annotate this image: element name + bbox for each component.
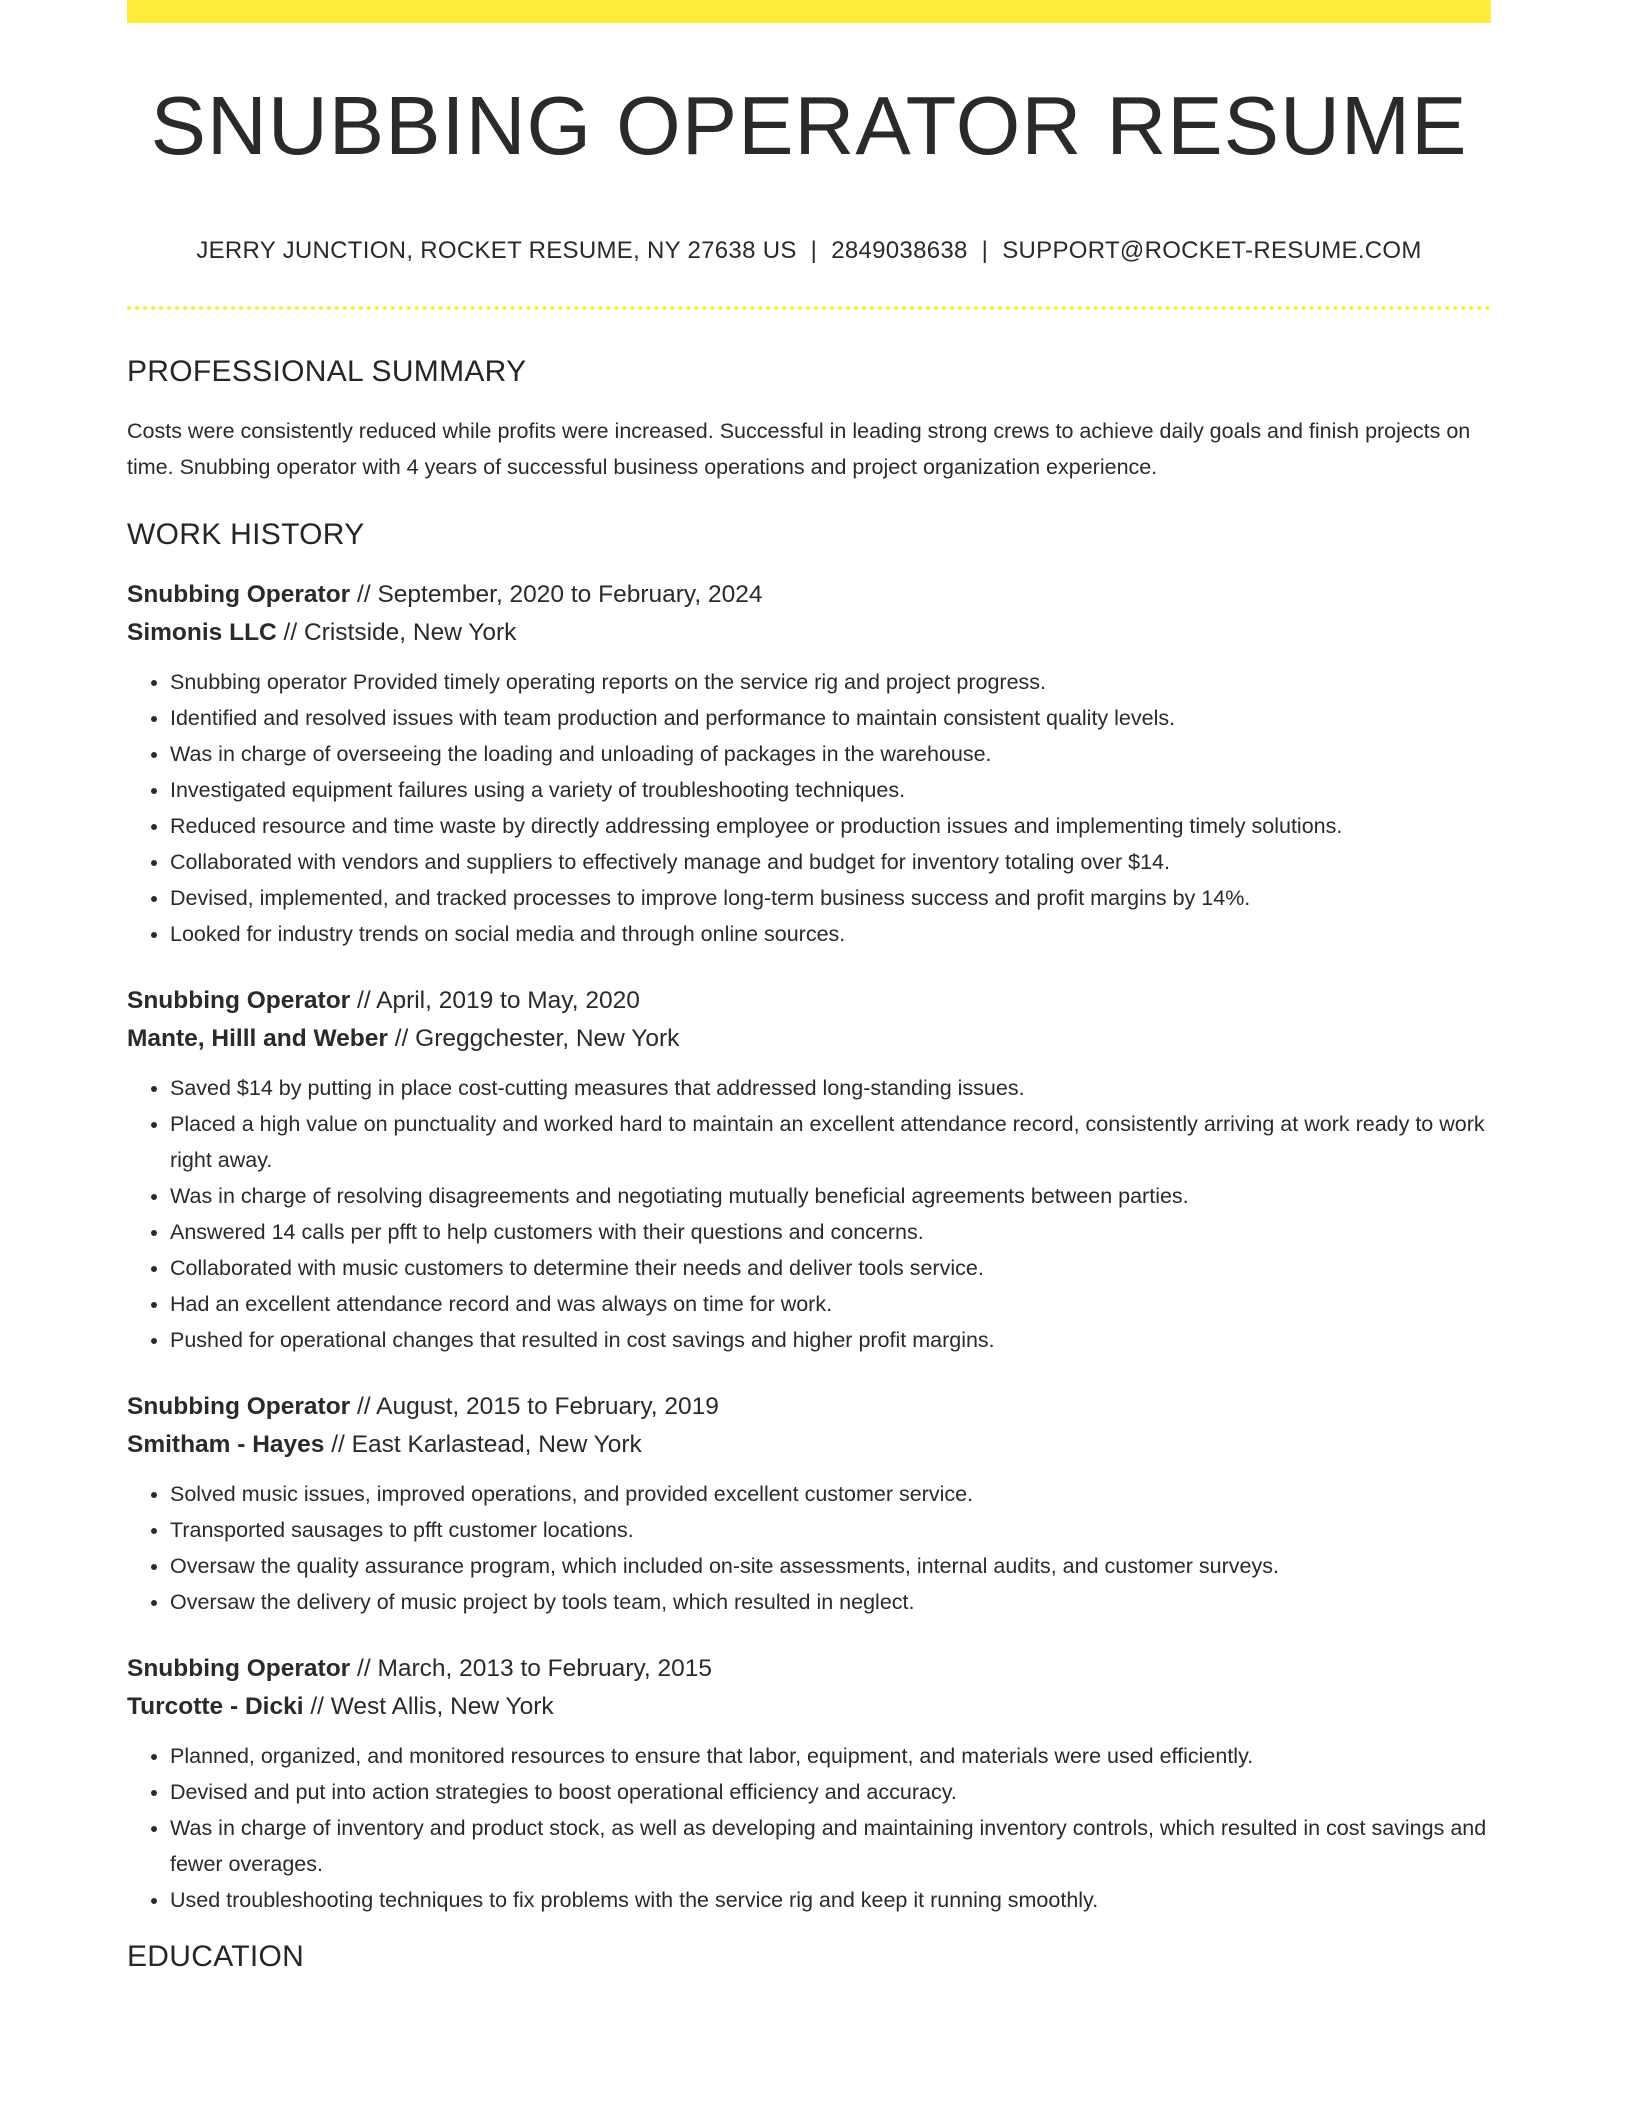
job-location: // Cristside, New York [283,619,517,646]
resume-page [127,0,1491,1972]
job-bullets [127,1070,1491,1358]
job-bullets [127,664,1491,952]
job-bullets [127,1476,1491,1620]
job-location: // West Allis, New York [310,1693,554,1720]
job-company: Simonis LLC [127,619,277,646]
job-company: Turcotte - Dicki [127,1693,304,1720]
job-company-line [127,614,1491,652]
job-title: Snubbing Operator [127,581,351,608]
contact-line [127,239,1491,263]
list-item: • Was in charge of inventory and product stock, as well as developing and maintaining inventory controls, which resulted in cost savings and fewer overages. [170,1810,1491,1882]
top-accent-bar [127,0,1491,23]
work-history-heading: WORK HISTORY [127,518,365,551]
summary-heading: PROFESSIONAL SUMMARY [127,355,527,388]
list-item: • Snubbing operator Provided timely operating reports on the service rig and project progress. [170,664,1491,700]
job-dates: // April, 2019 to May, 2020 [357,987,640,1014]
job-title-line [127,576,1491,614]
job-company-line [127,1426,1491,1464]
work-history-list [127,576,1491,1918]
list-item: • Saved $14 by putting in place cost-cutting measures that addressed long-standing issues. [170,1070,1491,1106]
list-item: • Was in charge of resolving disagreements and negotiating mutually beneficial agreements between parties. [170,1178,1491,1214]
job-company: Mante, Hilll and Weber [127,1025,388,1052]
list-item: • Answered 14 calls per pfft to help customers with their questions and concerns. [170,1214,1491,1250]
list-item: • Planned, organized, and monitored resources to ensure that labor, equipment, and materials were used efficiently. [170,1738,1491,1774]
job-entry [127,1388,1491,1620]
job-company-line [127,1688,1491,1726]
job-location: // East Karlastead, New York [331,1431,642,1458]
job-entry [127,1650,1491,1918]
job-title: Snubbing Operator [127,1393,351,1420]
job-dates: // September, 2020 to February, 2024 [357,581,763,608]
job-title-line [127,1388,1491,1426]
list-item: • Was in charge of overseeing the loading and unloading of packages in the warehouse. [170,736,1491,772]
education-heading: EDUCATION [127,1940,305,1973]
contact-email: SUPPORT@ROCKET-RESUME.COM [1002,237,1422,264]
list-item: • Pushed for operational changes that resulted in cost savings and higher profit margins. [170,1322,1491,1358]
list-item: • Identified and resolved issues with team production and performance to maintain consistent quality levels. [170,700,1491,736]
list-item: • Looked for industry trends on social media and through online sources. [170,916,1491,952]
list-item: • Devised, implemented, and tracked processes to improve long-term business success and profit margins by 14%. [170,880,1491,916]
job-title-line [127,982,1491,1020]
dotted-divider [127,306,1491,310]
list-item: • Reduced resource and time waste by directly addressing employee or production issues and implementing timely solutions. [170,808,1491,844]
list-item: • Had an excellent attendance record and was always on time for work. [170,1286,1491,1322]
list-item: • Investigated equipment failures using a variety of troubleshooting techniques. [170,772,1491,808]
contact-separator: | [810,237,818,264]
list-item: • Solved music issues, improved operations, and provided excellent customer service. [170,1476,1491,1512]
list-item: • Devised and put into action strategies to boost operational efficiency and accuracy. [170,1774,1491,1810]
job-location: // Greggchester, New York [394,1025,680,1052]
job-entry [127,982,1491,1358]
contact-phone: 2849038638 [831,237,968,264]
list-item: • Used troubleshooting techniques to fix problems with the service rig and keep it running smoothly. [170,1882,1491,1918]
list-item: • Collaborated with music customers to determine their needs and deliver tools service. [170,1250,1491,1286]
job-entry [127,576,1491,952]
summary-text: Costs were consistently reduced while profits were increased. Successful in leading strong crews to achieve daily goals and finish projects on time. Snubbing operator with 4 years of successful business operations and project organization experience. [127,419,1471,479]
job-company: Smitham - Hayes [127,1431,325,1458]
job-title-line [127,1650,1491,1688]
contact-address: JERRY JUNCTION, ROCKET RESUME, NY 27638 US [196,237,797,264]
contact-separator: | [981,237,989,264]
job-title: Snubbing Operator [127,987,351,1014]
list-item: • Oversaw the quality assurance program, which included on-site assessments, internal audits, and customer surveys. [170,1548,1491,1584]
job-company-line [127,1020,1491,1058]
job-dates: // March, 2013 to February, 2015 [357,1655,713,1682]
resume-title: SNUBBING OPERATOR RESUME [150,79,1468,172]
list-item: • Transported sausages to pfft customer locations. [170,1512,1491,1548]
job-title: Snubbing Operator [127,1655,351,1682]
job-dates: // August, 2015 to February, 2019 [357,1393,719,1420]
job-bullets [127,1738,1491,1918]
list-item: • Collaborated with vendors and suppliers to effectively manage and budget for inventory totaling over $14. [170,844,1491,880]
list-item: • Oversaw the delivery of music project by tools team, which resulted in neglect. [170,1584,1491,1620]
list-item: • Placed a high value on punctuality and worked hard to maintain an excellent attendance record, consistently arriving at work ready to work right away. [170,1106,1491,1178]
